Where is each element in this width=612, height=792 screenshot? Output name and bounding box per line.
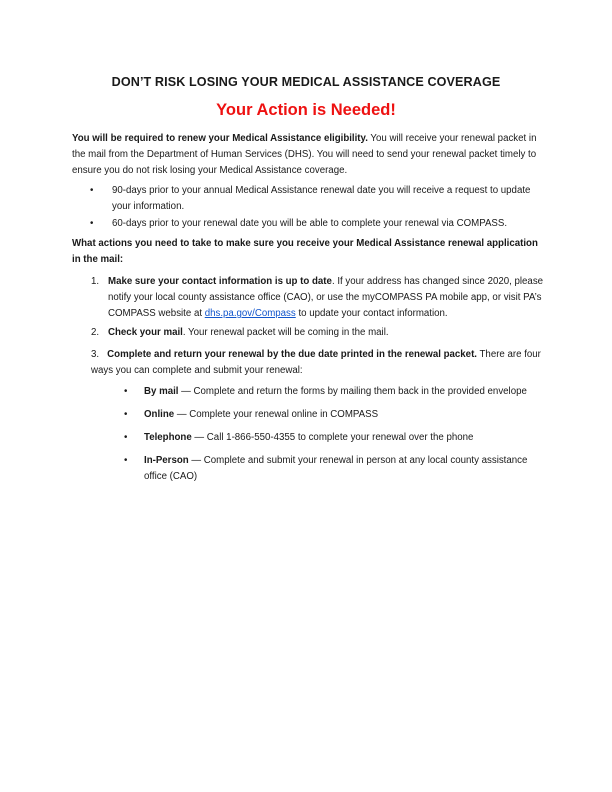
step-number: 3.: [91, 349, 100, 360]
intro-text: You will receive your renewal packet in the mail from the Department of Human Services (DHS). You will need to send your renewal packet timely to ensure you do not risk losing your Medical Assistance coverage.: [72, 133, 537, 176]
bullet-icon: •: [124, 455, 128, 466]
page-subtitle: Your Action is Needed!: [216, 101, 396, 119]
ways-list: [124, 384, 544, 485]
list-item-text: 60-days prior to your renewal date you will be able to complete your renewal via COMPASS.: [112, 218, 508, 229]
actions-heading: What actions you need to take to make sure you receive your Medical Assistance renewal application in the mail:: [72, 238, 538, 265]
step-2: [108, 325, 548, 341]
step-bold-text: Check your mail: [108, 327, 183, 338]
list-item-text: 90-days prior to your annual Medical Assistance renewal date you will receive a request to update your information.: [112, 185, 531, 212]
bullet-list: [90, 183, 540, 232]
step-number: 1.: [91, 276, 100, 287]
step-text: . Your renewal packet will be coming in the mail.: [182, 327, 389, 338]
bullet-icon: •: [124, 386, 128, 397]
way-text: — Complete and submit your renewal in person at any local county assistance office (CAO): [144, 455, 528, 482]
list-item: [90, 216, 540, 232]
step-text: . If your address has changed since 2020, please notify your local county assistance office (CAO), or use the myCOMPASS PA mobile app, or visit PA’s COMPASS website at: [108, 276, 544, 319]
step-bold-text: Make sure your contact information is up to date: [108, 276, 332, 287]
compass-link[interactable]: dhs.pa.gov/Compass: [204, 308, 296, 319]
bullet-icon: •: [124, 409, 128, 420]
list-item: [124, 407, 544, 423]
step-text: There are four ways you can complete and submit your renewal:: [91, 349, 541, 376]
intro-paragraph: [72, 131, 548, 179]
step-text: to update your contact information.: [295, 308, 448, 319]
way-bold-text: Online: [144, 409, 175, 420]
way-bold-text: In-Person: [144, 455, 189, 466]
way-text: — Complete your renewal online in COMPASS: [174, 409, 379, 420]
bullet-icon: •: [90, 218, 94, 229]
bullet-icon: •: [90, 185, 94, 196]
list-item: [124, 453, 544, 485]
list-item: [124, 430, 544, 446]
way-text: — Complete and return the forms by mailing them back in the provided envelope: [178, 386, 527, 397]
list-item: [90, 183, 540, 215]
page-title: DON’T RISK LOSING YOUR MEDICAL ASSISTANCE COVERAGE: [111, 75, 501, 89]
step-3: [91, 347, 541, 379]
way-bold-text: Telephone: [144, 432, 192, 443]
step-number: 2.: [91, 327, 100, 338]
intro-bold-text: You will be required to renew your Medical Assistance eligibility.: [72, 133, 368, 144]
way-text: — Call 1-866-550-4355 to complete your renewal over the phone: [191, 432, 474, 443]
bullet-icon: •: [124, 432, 128, 443]
step-bold-text: Complete and return your renewal by the due date printed in the renewal packet.: [107, 349, 477, 360]
step-1: [108, 274, 548, 322]
way-bold-text: By mail: [144, 386, 179, 397]
list-item: [124, 384, 544, 400]
